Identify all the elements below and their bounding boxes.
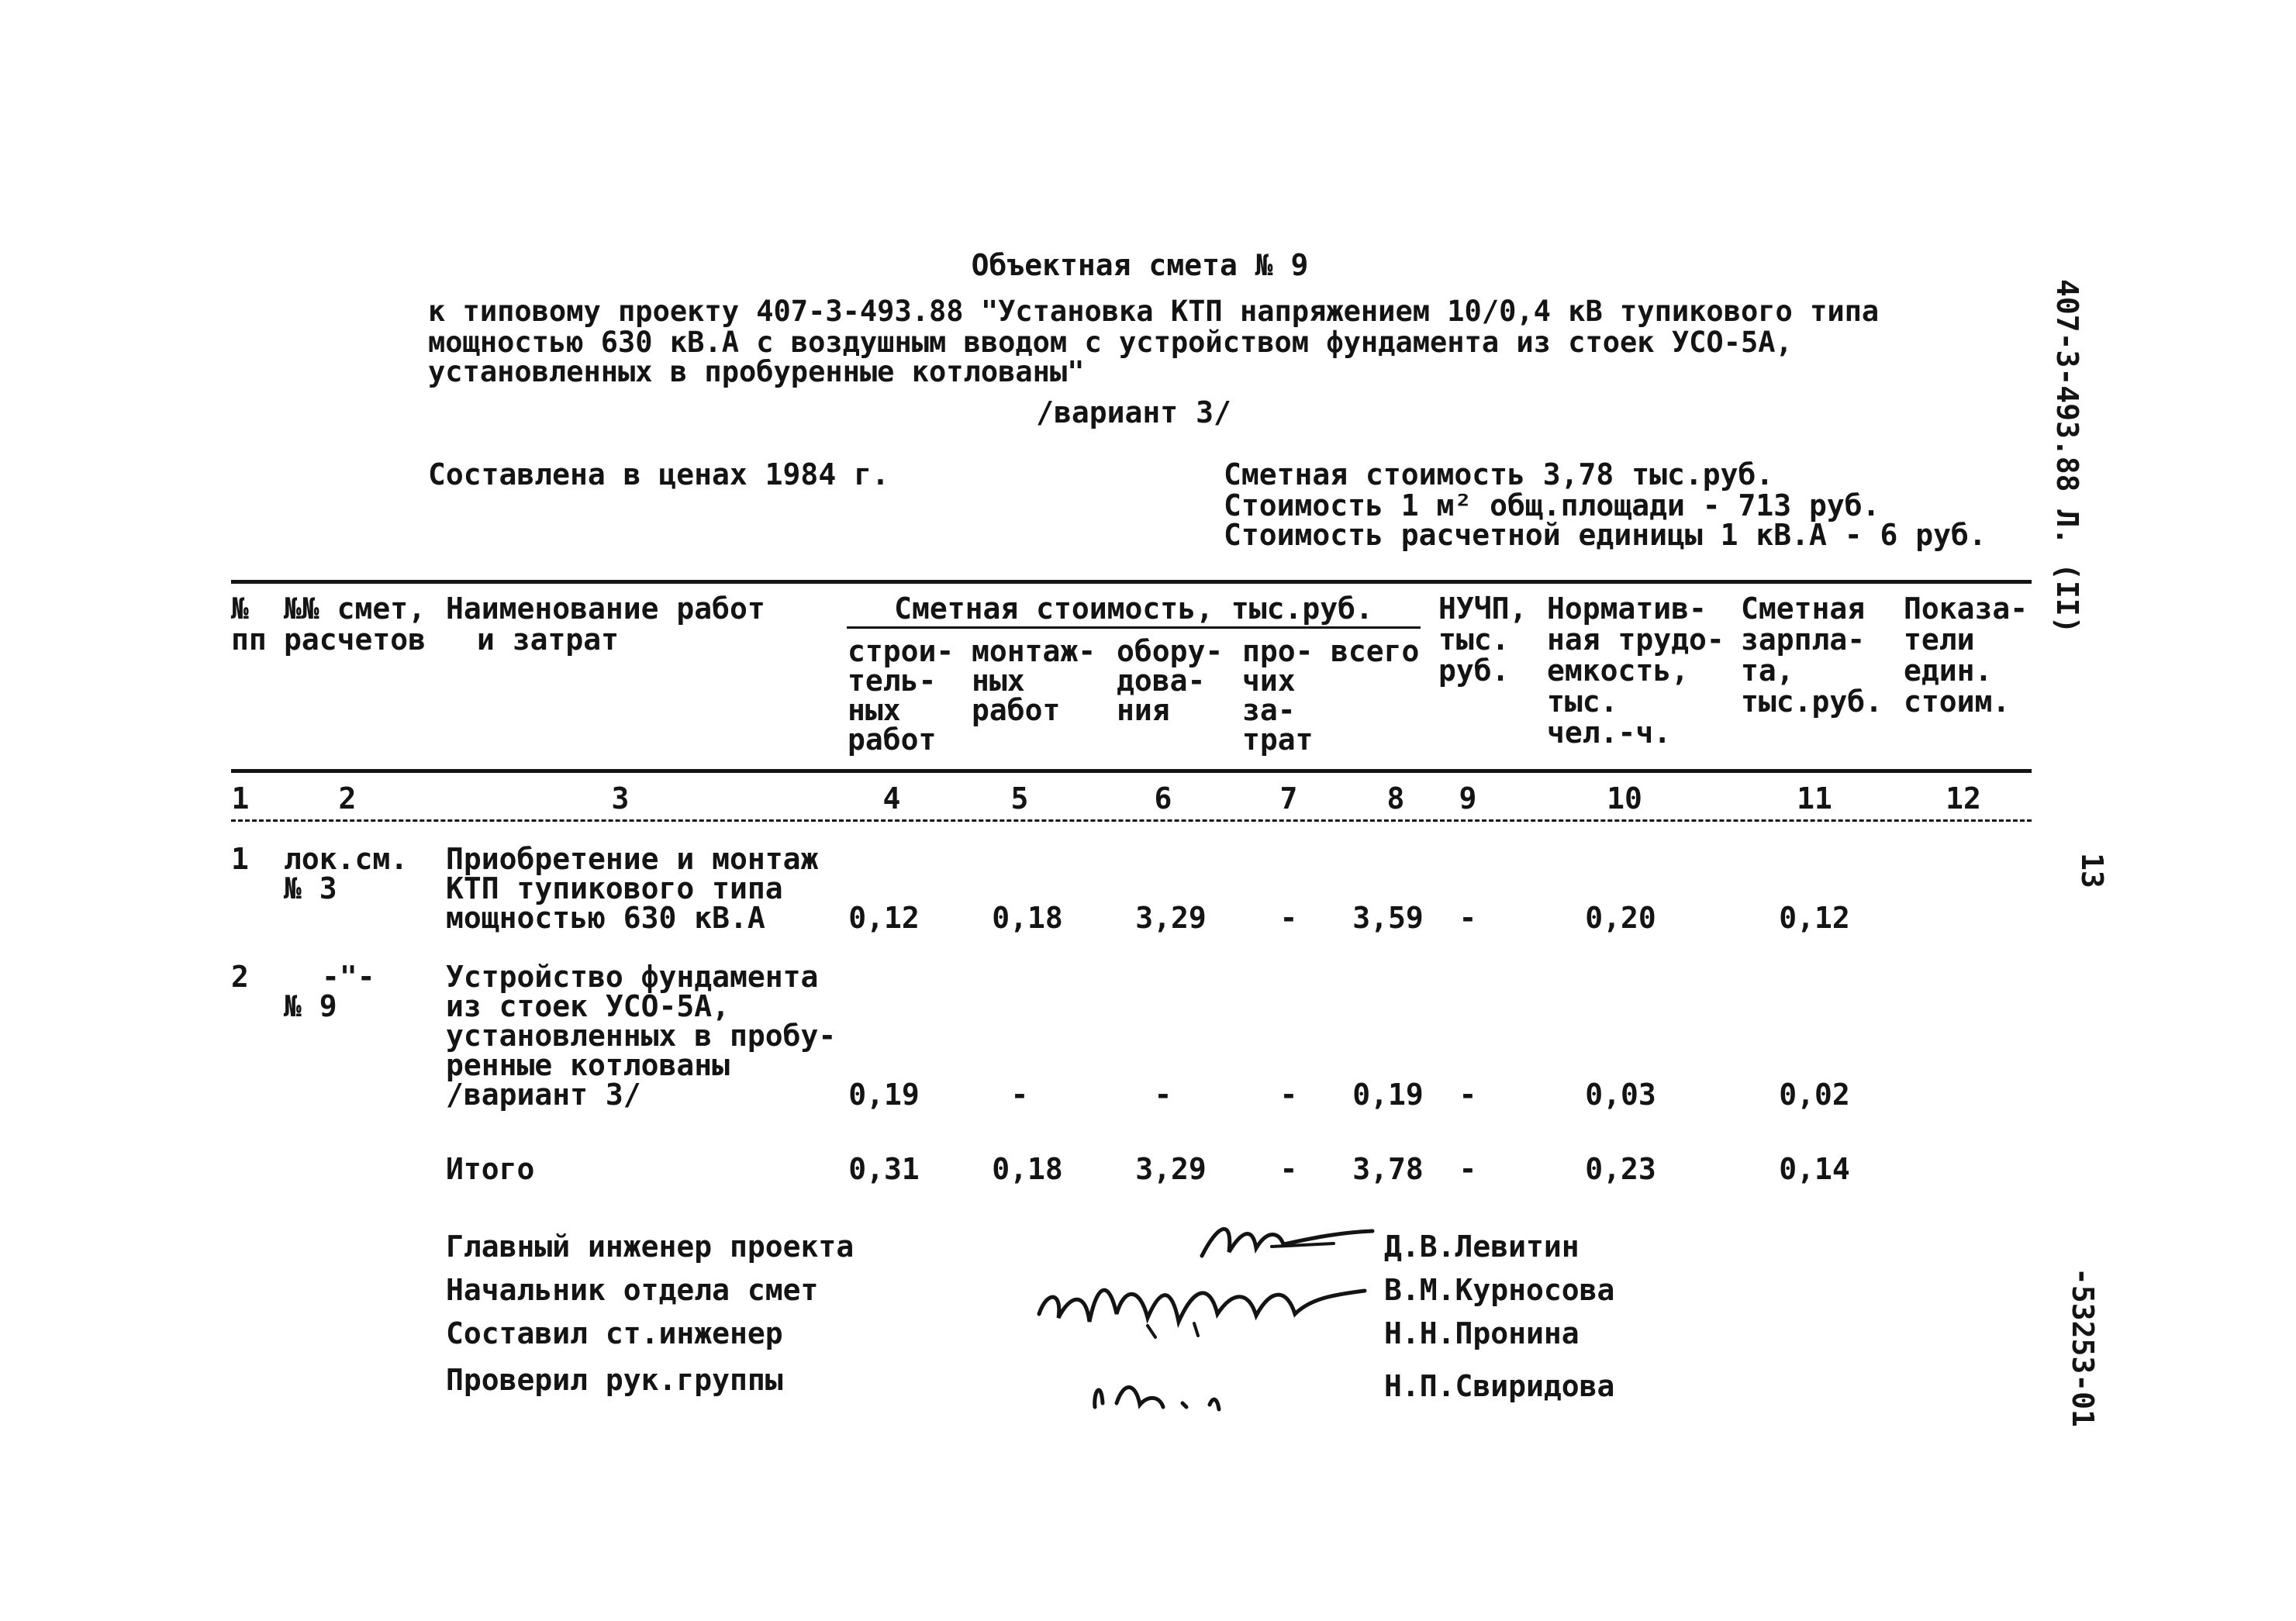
- group-underline: [847, 626, 1421, 629]
- sign-role-4: Проверил рук.группы: [446, 1363, 783, 1397]
- header-col10-line4: тыс.: [1547, 685, 1618, 719]
- row1-col11: 0,12: [1779, 901, 1850, 935]
- row1-col9: -: [1459, 901, 1477, 935]
- subtitle-line-1: к типовому проекту 407-3-493.88 "Установка КТП напряжением 10/0,4 кВ тупикового типа: [428, 295, 1880, 328]
- row1-name-line1: Приобретение и монтаж: [446, 842, 819, 876]
- table-top-rule: [231, 580, 2032, 584]
- row1-ref-line1: лок.см.: [284, 842, 409, 876]
- col-number-12: 12: [1946, 781, 1981, 816]
- row1-num: 1: [231, 842, 249, 876]
- header-col4-line4: работ: [848, 723, 937, 757]
- header-col9-line2: тыс.: [1438, 623, 1510, 657]
- total-col7: -: [1279, 1152, 1298, 1186]
- row2-col6: -: [1154, 1078, 1172, 1112]
- row2-ref-line2: № 9: [284, 989, 337, 1023]
- header-col11-line1: Сметная: [1741, 591, 1866, 626]
- header-col4-line1: строи-: [848, 634, 955, 668]
- row1-col8: 3,59: [1352, 901, 1424, 935]
- header-col8-line1: всего: [1331, 634, 1420, 668]
- side-inventory-number: -53253-01: [2066, 1267, 2100, 1427]
- header-col5-line2: ных: [972, 664, 1025, 698]
- row1-col6: 3,29: [1135, 901, 1207, 935]
- total-col9: -: [1459, 1152, 1477, 1186]
- header-col6-line3: ния: [1117, 693, 1170, 727]
- signature-scribble-3: [1086, 1364, 1256, 1419]
- col-number-11: 11: [1797, 781, 1832, 816]
- sign-name-4: Н.П.Свиридова: [1384, 1369, 1615, 1403]
- header-col2-line1: №№ смет,: [284, 591, 426, 626]
- row2-num: 2: [231, 960, 249, 994]
- header-col10-line5: чел.-ч.: [1547, 716, 1672, 750]
- row1-col4: 0,12: [848, 901, 920, 935]
- header-col7-line3: за-: [1242, 693, 1296, 727]
- header-col1-line2: пп: [231, 623, 267, 657]
- subtitle-line-3: установленных в пробуренные котлованы": [428, 355, 1085, 388]
- total-label: Итого: [446, 1152, 535, 1186]
- col-number-7: 7: [1279, 781, 1298, 816]
- col-number-3: 3: [611, 781, 630, 816]
- header-col11-line4: тыс.руб.: [1741, 685, 1883, 719]
- header-col9-line3: руб.: [1438, 654, 1510, 688]
- row1-ref-line2: № 3: [284, 871, 337, 905]
- row2-col9: -: [1459, 1078, 1477, 1112]
- header-col11-line2: зарпла-: [1741, 623, 1866, 657]
- cost-line-2: Стоимость 1 м² общ.площади - 713 руб.: [1224, 488, 1880, 523]
- row2-name-line5: /вариант 3/: [446, 1078, 641, 1112]
- row1-name-line3: мощностью 630 кВ.А: [446, 901, 765, 935]
- row2-name-line4: ренные котлованы: [446, 1048, 730, 1082]
- side-page-mark: 13: [2075, 853, 2109, 888]
- header-col7-line4: трат: [1242, 723, 1314, 757]
- column-number-rule: [231, 819, 2032, 822]
- cost-line-3: Стоимость расчетной единицы 1 кВ.А - 6 руб.: [1224, 518, 1987, 552]
- sign-role-1: Главный инженер проекта: [446, 1230, 855, 1264]
- col-number-10: 10: [1607, 781, 1642, 816]
- header-col1-line1: №: [231, 591, 249, 626]
- subtitle-line-2: мощностью 630 кВ.А с воздушным вводом с устройством фундамента из стоек УСО-5А,: [428, 326, 1793, 359]
- row2-ref-line1: -"-: [322, 960, 375, 994]
- total-col4: 0,31: [848, 1152, 920, 1186]
- col-number-5: 5: [1010, 781, 1029, 816]
- total-col6: 3,29: [1135, 1152, 1207, 1186]
- total-col5: 0,18: [992, 1152, 1063, 1186]
- header-col12-line3: един.: [1904, 654, 1993, 688]
- col-number-6: 6: [1154, 781, 1172, 816]
- header-col7-line2: чих: [1242, 664, 1296, 698]
- row1-col7: -: [1279, 901, 1298, 935]
- header-group-cost: Сметная стоимость, тыс.руб.: [894, 591, 1373, 626]
- header-col5-line3: работ: [972, 693, 1061, 727]
- row2-name-line1: Устройство фундамента: [446, 960, 819, 994]
- row1-col10: 0,20: [1585, 901, 1656, 935]
- header-col4-line2: тель-: [848, 664, 937, 698]
- header-col2-line2: расчетов: [284, 623, 426, 657]
- header-col10-line3: емкость,: [1547, 654, 1690, 688]
- row2-col7: -: [1279, 1078, 1298, 1112]
- header-col3-line2: и затрат: [477, 623, 620, 657]
- col-number-8: 8: [1386, 781, 1405, 816]
- header-col4-line3: ных: [848, 693, 901, 727]
- header-col11-line3: та,: [1741, 654, 1794, 688]
- header-col7-line1: про-: [1242, 634, 1314, 668]
- total-col10: 0,23: [1585, 1152, 1656, 1186]
- row1-name-line2: КТП тупикового типа: [446, 871, 783, 905]
- header-col12-line1: Показа-: [1904, 591, 2028, 626]
- header-col3-line1: Наименование работ: [446, 591, 765, 626]
- header-col12-line2: тели: [1904, 623, 1975, 657]
- signature-scribble-2: [1031, 1260, 1372, 1345]
- header-col12-line4: стоим.: [1904, 685, 2011, 719]
- composed-note: Составлена в ценах 1984 г.: [428, 457, 889, 491]
- row1-col5: 0,18: [992, 901, 1063, 935]
- row2-name-line3: установленных в пробу-: [446, 1019, 837, 1053]
- sign-role-2: Начальник отдела смет: [446, 1273, 819, 1307]
- col-number-4: 4: [882, 781, 901, 816]
- row2-col5: -: [1010, 1078, 1029, 1112]
- cost-line-1: Сметная стоимость 3,78 тыс.руб.: [1224, 457, 1774, 491]
- document-title: Объектная смета № 9: [971, 248, 1309, 282]
- header-col6-line1: обору-: [1117, 634, 1224, 668]
- row2-col11: 0,02: [1779, 1078, 1850, 1112]
- total-col8: 3,78: [1352, 1152, 1424, 1186]
- sign-role-3: Составил ст.инженер: [446, 1316, 783, 1350]
- col-number-2: 2: [338, 781, 357, 816]
- col-number-9: 9: [1459, 781, 1477, 816]
- header-bottom-rule: [231, 769, 2032, 773]
- header-col10-line1: Норматив-: [1547, 591, 1707, 626]
- header-col10-line2: ная трудо-: [1547, 623, 1725, 657]
- header-col5-line1: монтаж-: [972, 634, 1096, 668]
- sign-name-2: В.М.Курносова: [1384, 1273, 1615, 1307]
- header-col9-line1: НУЧП,: [1438, 591, 1528, 626]
- variant-label: /вариант 3/: [1036, 395, 1231, 429]
- total-col11: 0,14: [1779, 1152, 1850, 1186]
- sign-name-1: Д.В.Левитин: [1384, 1230, 1580, 1264]
- side-project-code: 407-3-493.88 Л. (II): [2050, 279, 2084, 634]
- row2-col8: 0,19: [1352, 1078, 1424, 1112]
- sign-name-3: Н.Н.Пронина: [1384, 1316, 1580, 1350]
- row2-col10: 0,03: [1585, 1078, 1656, 1112]
- header-col6-line2: дова-: [1117, 664, 1206, 698]
- row2-col4: 0,19: [848, 1078, 920, 1112]
- row2-name-line2: из стоек УСО-5А,: [446, 989, 730, 1023]
- col-number-1: 1: [231, 781, 250, 816]
